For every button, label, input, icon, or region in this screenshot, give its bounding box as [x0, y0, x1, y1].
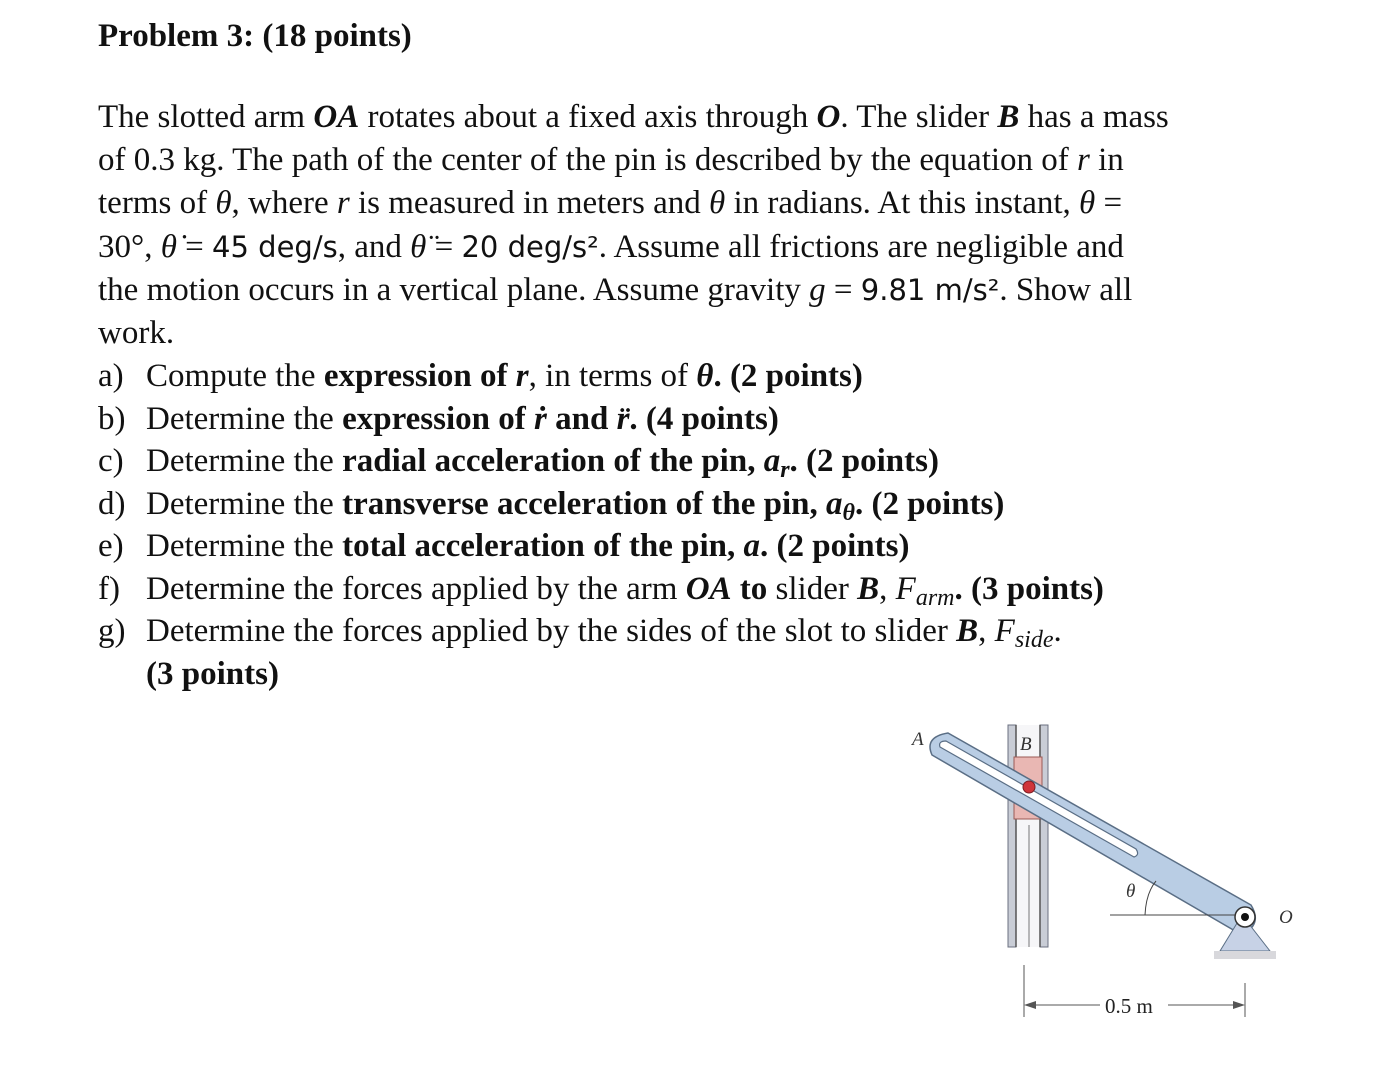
problem-title: Problem 3: (18 points): [98, 18, 412, 54]
var-b: B: [956, 613, 979, 649]
var-b: B: [997, 99, 1020, 135]
value-gravity: 9.81 m/s²: [860, 272, 1000, 307]
text: , and: [337, 228, 411, 265]
bold-text: total acceleration of the pin,: [342, 528, 744, 564]
text: of 0.3 kg. The path of the center of the pin is described by the equation of: [98, 142, 1078, 179]
part-e: [98, 525, 1298, 568]
text: Compute the: [146, 358, 324, 394]
subscript: arm: [915, 584, 955, 611]
part-g: [98, 610, 1298, 653]
part-a: [98, 355, 1298, 398]
mechanism-figure: [900, 715, 1320, 1035]
bold-text: expression of: [342, 400, 534, 437]
text: slider: [775, 570, 858, 607]
bold-text: transverse acceleration of the pin,: [342, 485, 826, 522]
text: , in terms of: [528, 358, 697, 394]
text: has a mass: [1019, 99, 1169, 135]
text: Determine the forces applied by the sides of the slot to slider: [146, 613, 957, 649]
points: . (2 points): [713, 358, 863, 394]
points: (3 points): [146, 655, 279, 692]
label-b: B: [1020, 734, 1032, 755]
part-c: [98, 440, 1298, 483]
text: . The slider: [840, 99, 998, 135]
var-f: F: [895, 570, 916, 607]
var-oa: OA: [313, 99, 360, 135]
part-label: b): [98, 400, 126, 437]
text: Determine the forces applied by the arm: [146, 570, 686, 607]
bold-text: to: [731, 570, 776, 607]
text: . Assume all frictions are negligible and: [598, 228, 1124, 265]
part-f: [98, 568, 1298, 611]
statement-line-4: [98, 226, 1288, 269]
points: . (2 points): [789, 443, 939, 479]
var-theta-ddot: θ̈: [410, 228, 427, 265]
subscript: r: [780, 457, 790, 483]
subscript: θ: [842, 499, 855, 526]
text: =: [1095, 185, 1123, 222]
pivot-center: [1241, 913, 1249, 921]
var-r-ddot: r̈: [616, 400, 630, 437]
statement-line-3: [98, 182, 1288, 225]
text: , where: [231, 185, 337, 222]
var-theta-dot: θ̇: [160, 228, 177, 265]
var-oa: OA: [685, 570, 732, 607]
part-text: [146, 483, 1004, 526]
subscript: side: [1014, 627, 1054, 653]
text: the motion occurs in a vertical plane. Assume gravity: [98, 271, 810, 308]
var-g: g: [809, 271, 826, 308]
var-theta: θ: [708, 185, 726, 222]
text: in radians. At this instant,: [725, 185, 1080, 222]
dimension-label: 0.5 m: [1105, 994, 1153, 1018]
part-text: [146, 525, 909, 568]
ground: [1214, 951, 1276, 959]
part-label: f): [98, 570, 120, 607]
slotted-arm-diagram: [900, 715, 1320, 1035]
var-r: r: [515, 358, 529, 394]
var-a: a: [743, 528, 761, 564]
part-text: [146, 440, 939, 483]
part-label: c): [98, 443, 124, 479]
statement-line-1: [98, 96, 1288, 139]
text: Determine the: [146, 400, 343, 437]
text: =: [176, 228, 213, 265]
theta-arc: [1145, 881, 1156, 915]
part-label: d): [98, 485, 126, 522]
label-o: O: [1279, 907, 1293, 928]
var-f: F: [994, 613, 1015, 649]
text: is measured in meters and: [349, 185, 709, 222]
var-a: a: [763, 443, 781, 479]
dimension-arrow-right: [1233, 1001, 1245, 1009]
text: .: [1053, 613, 1062, 649]
var-r-dot: ṙ: [534, 400, 547, 437]
text: rotates about a fixed axis through: [359, 99, 817, 135]
points: . (4 points): [629, 400, 779, 437]
text: The slotted arm: [98, 99, 314, 135]
dimension-arrow-left: [1024, 1001, 1036, 1009]
text: in: [1089, 142, 1124, 179]
label-a: A: [912, 729, 924, 750]
var-r: r: [336, 185, 350, 222]
points: . (2 points): [760, 528, 910, 564]
var-o: O: [816, 99, 841, 135]
text: Determine the: [146, 528, 343, 564]
text: ,: [879, 570, 896, 607]
text: Determine the: [146, 485, 343, 522]
label-theta: θ: [1126, 881, 1136, 902]
text: . Show all: [999, 271, 1133, 308]
text: =: [426, 228, 462, 265]
var-a: a: [825, 485, 843, 522]
value-angular-rate: 45 deg/s: [212, 229, 338, 264]
bold-text: expression of: [323, 358, 516, 394]
statement-line-5: [98, 269, 1288, 312]
value-angular-accel: 20 deg/s²: [461, 229, 599, 264]
part-text: [146, 610, 1062, 653]
text: terms of: [98, 185, 216, 222]
text: 30°,: [98, 228, 161, 265]
bold-text: radial acceleration of the pin,: [342, 443, 764, 479]
part-g-points: [98, 653, 1298, 696]
points: . (3 points): [954, 570, 1104, 607]
problem-parts: [98, 355, 1298, 695]
pin: [1023, 781, 1035, 793]
slotted-arm: [930, 733, 1255, 935]
text: ,: [978, 613, 995, 649]
var-theta: θ: [215, 185, 232, 222]
part-text: [146, 398, 779, 441]
part-b: [98, 398, 1298, 441]
part-label: a): [98, 358, 124, 394]
var-b: B: [857, 570, 880, 607]
bold-text: and: [546, 400, 617, 437]
part-text: [146, 355, 863, 398]
statement-line-2: [98, 139, 1288, 182]
problem-statement: [98, 96, 1288, 355]
points: . (2 points): [854, 485, 1005, 522]
part-text: [146, 568, 1104, 611]
part-label: e): [98, 528, 124, 564]
statement-line-6: work.: [98, 314, 175, 351]
text: Determine the: [146, 443, 343, 479]
var-r: r: [1077, 142, 1090, 179]
part-label: g): [98, 613, 126, 649]
text: =: [825, 271, 861, 308]
var-theta: θ: [696, 358, 714, 394]
part-d: [98, 483, 1298, 526]
var-theta: θ: [1079, 185, 1096, 222]
